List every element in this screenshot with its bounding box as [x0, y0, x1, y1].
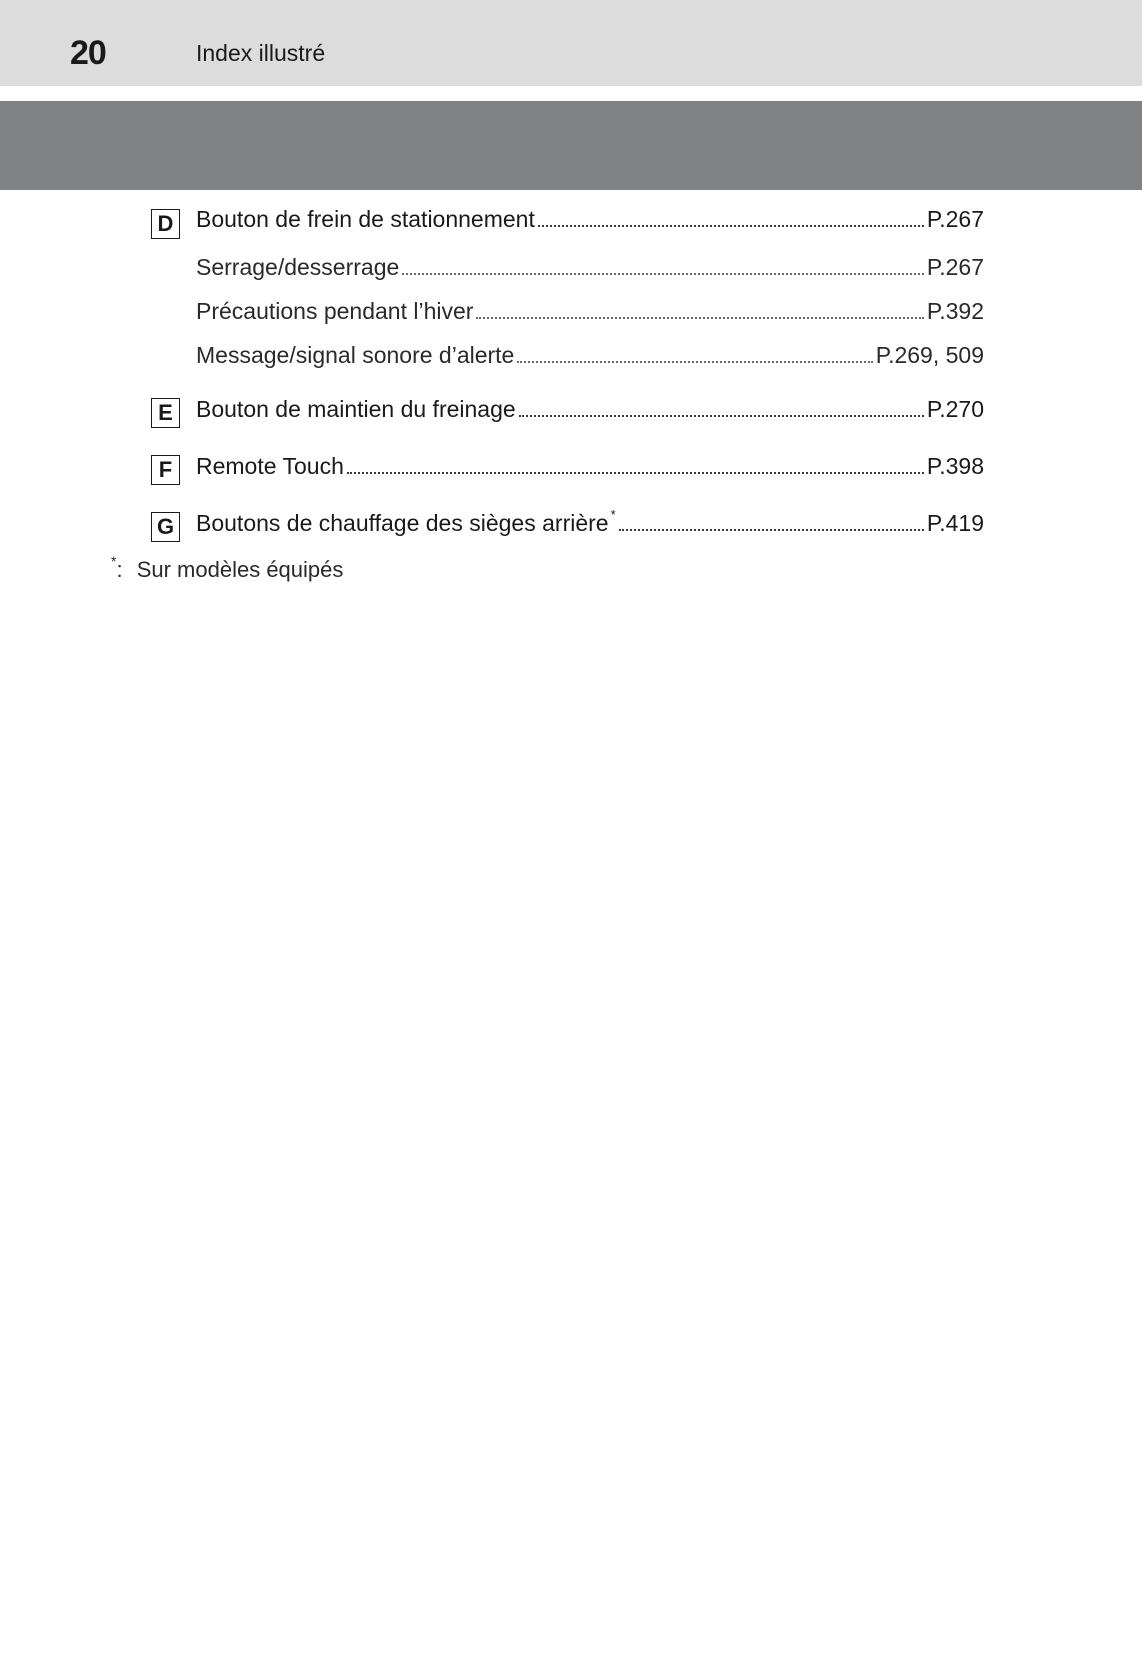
- index-entry-rear-seat-heaters[interactable]: [196, 507, 984, 537]
- index-subentry-winter-precautions[interactable]: [196, 298, 984, 325]
- page-reference[interactable]: P.392: [926, 298, 984, 324]
- header-divider-band: [0, 101, 1142, 190]
- dot-leader: [476, 313, 923, 319]
- index-subentry-warning-message[interactable]: [196, 342, 984, 369]
- dot-leader: [347, 468, 924, 474]
- footnote-marker: *: [111, 553, 117, 569]
- page-reference[interactable]: P.269, 509: [875, 342, 984, 368]
- dot-leader: [519, 411, 924, 417]
- entry-label: Bouton de frein de stationnement: [196, 206, 535, 232]
- entry-letter-e: E: [151, 398, 180, 428]
- page-reference[interactable]: P.270: [926, 396, 984, 422]
- page-reference[interactable]: P.398: [926, 453, 984, 479]
- entry-label: Précautions pendant l’hiver: [196, 298, 474, 324]
- footnote-marker: *: [610, 507, 616, 522]
- entry-label: Remote Touch: [196, 453, 344, 479]
- page-number: 20: [70, 34, 106, 72]
- footnote-separator: :: [116, 557, 123, 582]
- section-title: Index illustré: [196, 40, 326, 66]
- entry-label: Bouton de maintien du freinage: [196, 396, 516, 422]
- entry-letter-f: F: [151, 455, 180, 485]
- page-reference[interactable]: P.267: [926, 206, 984, 232]
- entry-label: Serrage/desserrage: [196, 254, 400, 280]
- footnote: [111, 553, 344, 583]
- index-entry-parking-brake[interactable]: [196, 206, 984, 233]
- index-entry-brake-hold[interactable]: [196, 396, 984, 423]
- dot-leader: [619, 525, 924, 531]
- entry-letter-d: D: [151, 209, 180, 239]
- dot-leader: [402, 269, 924, 275]
- index-entry-remote-touch[interactable]: [196, 453, 984, 480]
- entry-label-text: Boutons de chauffage des sièges arrière: [196, 510, 609, 536]
- page-reference[interactable]: P.267: [926, 254, 984, 280]
- page-reference[interactable]: P.419: [926, 510, 984, 536]
- entry-label: Message/signal sonore d’alerte: [196, 342, 515, 368]
- footnote-text: Sur modèles équipés: [136, 557, 344, 582]
- page-header: [0, 0, 1142, 86]
- entry-label: [196, 507, 616, 537]
- index-subentry-apply-release[interactable]: [196, 254, 984, 281]
- entry-letter-g: G: [151, 512, 180, 542]
- dot-leader: [538, 221, 924, 227]
- dot-leader: [517, 357, 872, 363]
